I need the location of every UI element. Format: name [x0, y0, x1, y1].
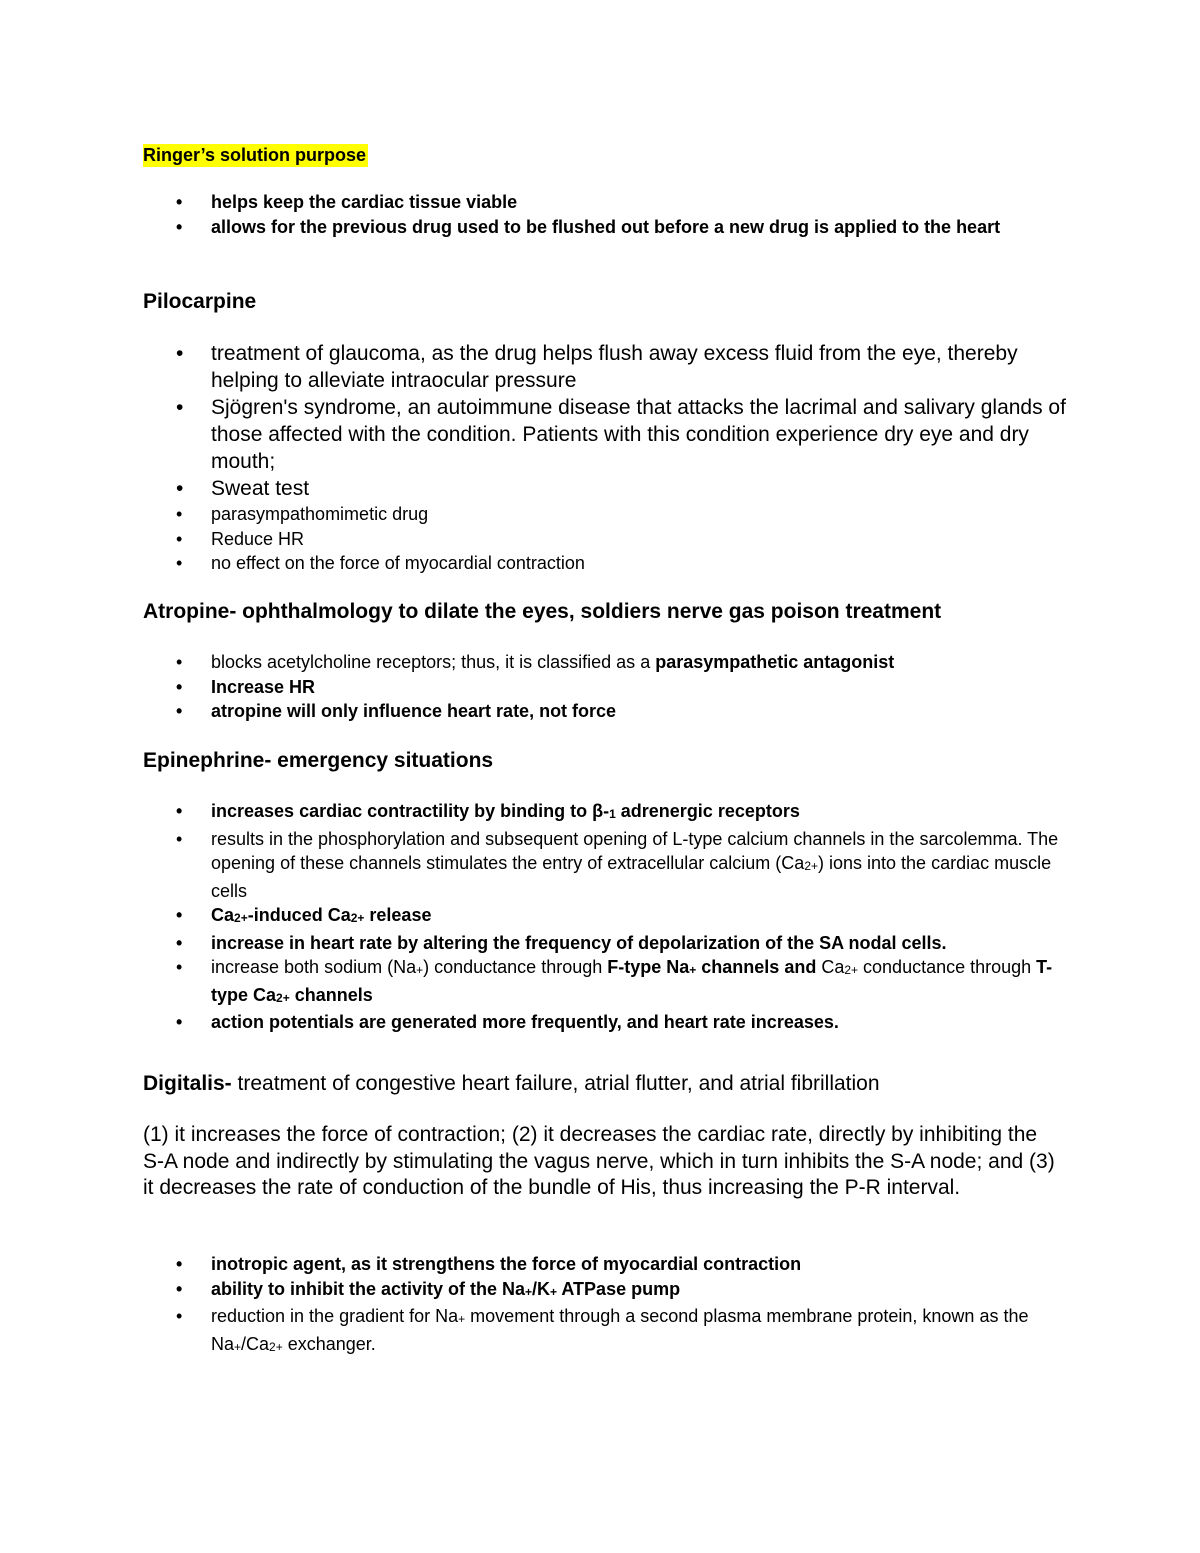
epinephrine-item-1 — [0, 799, 1200, 827]
digitalis-item-1: • inotropic agent, as it strengthens the force of myocardial contraction — [0, 1252, 1200, 1277]
digitalis-item-3-a: reduction in the gradient for Na — [211, 1306, 459, 1326]
epinephrine-item-5-sub4: 2+ — [276, 990, 290, 1005]
atropine-item-1-text: blocks acetylcholine receptors; thus, it is classified as a — [211, 652, 656, 672]
ringer-list — [0, 190, 1200, 239]
epinephrine-item-2 — [0, 827, 1200, 904]
digitalis-item-3-sub3: 2+ — [269, 1339, 283, 1354]
epinephrine-item-5-c: Ca — [821, 957, 845, 977]
pilocarpine-item-5: • Reduce HR — [0, 527, 1200, 552]
digitalis-item-2-sub1: + — [525, 1284, 533, 1299]
digitalis-item-2-sub2: + — [550, 1284, 558, 1299]
epinephrine-item-3-a: Ca — [211, 905, 235, 925]
epinephrine-item-1-sub: 1 — [609, 807, 616, 821]
epinephrine-item-5-bold3: T-type Ca — [211, 957, 1053, 1005]
epinephrine-item-5-bold4: channels — [289, 984, 373, 1005]
ringer-item-2: • allows for the previous drug used to be flushed out before a new drug is applied to the heart — [0, 215, 1200, 240]
atropine-item-1-bold: parasympathetic antagonist — [655, 652, 895, 672]
epinephrine-item-5-bold1: F-type Na — [607, 957, 690, 977]
epinephrine-item-5 — [0, 955, 1200, 1010]
pilocarpine-item-2: • Sjögren's syndrome, an autoimmune disease that attacks the lacrimal and salivary glands of those affected with the condition. Patients with this condition experience dry eye and dry mouth; — [0, 394, 1200, 475]
digitalis-item-3-sub2: + — [234, 1339, 242, 1354]
pilocarpine-item-6: • no effect on the force of myocardial contraction — [0, 551, 1200, 576]
epinephrine-item-5-sub3: 2+ — [844, 963, 859, 977]
digitalis-item-2-c: ATPase pump — [557, 1278, 681, 1299]
digitalis-item-2-b: /K — [532, 1278, 551, 1299]
epinephrine-item-3 — [0, 903, 1200, 931]
digitalis-list — [0, 1252, 1200, 1359]
digitalis-paragraph: (1) it increases the force of contraction; (2) it decreases the cardiac rate, directly by inhibiting the S-A node and indirectly by stimulating the vagus nerve, which in turn inhibits the S-A node; and (3) it decreases the rate of conduction of the bundle of His, thus increasing the P-R interval. — [143, 1123, 1055, 1199]
epinephrine-list — [0, 799, 1200, 1035]
epinephrine-item-3-sub1: 2+ — [234, 911, 248, 925]
atropine-list — [0, 650, 1200, 724]
digitalis-item-3-b: movement through a second plasma membrane protein, known as the Na — [211, 1306, 1029, 1354]
epinephrine-item-5-a: increase both sodium (Na — [211, 957, 417, 977]
ringer-item-1: • helps keep the cardiac tissue viable — [0, 190, 1200, 215]
pilocarpine-list — [0, 340, 1200, 576]
epinephrine-item-3-c: release — [364, 905, 432, 925]
ringer-title-highlight: Ringer’s solution purpose — [143, 145, 367, 165]
epinephrine-item-1-a: increases cardiac contractility by binding to β- — [211, 801, 610, 821]
atropine-item-1 — [0, 650, 1200, 675]
epinephrine-item-5-sub1: + — [416, 963, 424, 977]
epinephrine-item-5-bold2: channels and — [696, 957, 822, 977]
pilocarpine-heading: Pilocarpine — [143, 290, 257, 313]
digitalis-heading-bold: Digitalis- — [143, 1072, 232, 1095]
atropine-heading: Atropine- ophthalmology to dilate the eyes, soldiers nerve gas poison treatment — [143, 600, 942, 623]
epinephrine-item-1-b: adrenergic receptors — [615, 801, 800, 821]
epinephrine-item-2-b: ) ions into the cardiac muscle cells — [211, 853, 1052, 901]
epinephrine-item-2-a: results in the phosphorylation and subsequent opening of L-type calcium channels in the sarcolemma. The opening of these channels stimulates the entry of extracellular calcium (Ca — [211, 828, 1059, 873]
pilocarpine-item-3: • Sweat test — [0, 475, 1200, 502]
digitalis-heading-rest: treatment of congestive heart failure, atrial flutter, and atrial fibrillation — [231, 1072, 880, 1095]
digitalis-item-3-sub1: + — [458, 1312, 466, 1326]
ringer-section-title — [143, 143, 368, 169]
epinephrine-item-3-b: -induced Ca — [247, 905, 351, 925]
epinephrine-item-5-d: conductance through — [858, 957, 1037, 977]
epinephrine-item-2-sub: 2+ — [804, 859, 818, 873]
epinephrine-item-4: • increase in heart rate by altering the frequency of depolarization of the SA nodal cells. — [0, 931, 1200, 956]
epinephrine-item-5-b: ) conductance through — [423, 957, 608, 977]
pilocarpine-item-1: • treatment of glaucoma, as the drug helps flush away excess fluid from the eye, thereby helping to alleviate intraocular pressure — [0, 340, 1200, 394]
atropine-item-2: • Increase HR — [0, 675, 1200, 700]
digitalis-item-2 — [0, 1277, 1200, 1305]
epinephrine-item-5-sub2: + — [689, 963, 697, 977]
digitalis-item-3-d: exchanger. — [282, 1333, 376, 1354]
digitalis-item-2-a: ability to inhibit the activity of the Na — [211, 1278, 526, 1299]
pilocarpine-item-4: • parasympathomimetic drug — [0, 502, 1200, 527]
atropine-item-3: • atropine will only influence heart rate, not force — [0, 699, 1200, 724]
epinephrine-item-6: • action potentials are generated more frequently, and heart rate increases. — [0, 1010, 1200, 1035]
digitalis-heading — [143, 1070, 880, 1098]
digitalis-item-3 — [0, 1304, 1200, 1359]
digitalis-item-3-c: /Ca — [241, 1333, 270, 1354]
epinephrine-heading: Epinephrine- emergency situations — [143, 749, 494, 772]
epinephrine-item-3-sub2: 2+ — [350, 911, 365, 925]
